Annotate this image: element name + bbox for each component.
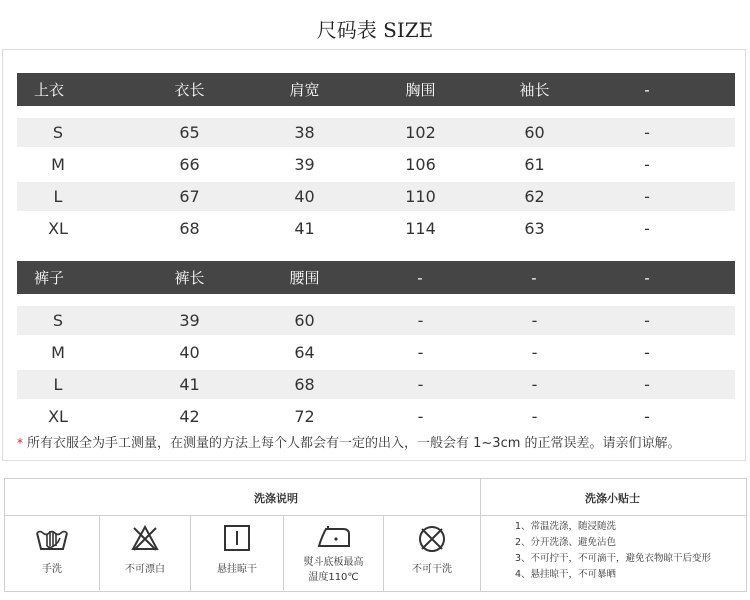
table-cell: -	[644, 407, 650, 426]
table-cell: 102	[405, 123, 436, 142]
table-cell: 41	[179, 375, 200, 394]
care-symbol	[191, 516, 284, 591]
table-cell: -	[644, 219, 650, 238]
top-size-table	[17, 73, 735, 106]
size-label: S	[52, 123, 64, 142]
size-label: M	[51, 155, 65, 174]
bottom-size-table	[17, 261, 735, 294]
table-cell: 61	[524, 155, 545, 174]
care-divider	[480, 479, 481, 591]
table-row	[17, 118, 735, 147]
table-cell: 39	[179, 311, 200, 330]
table-cell: 38	[294, 123, 315, 142]
header-cell: 胸围	[405, 81, 436, 99]
table-row	[17, 306, 735, 335]
header-cell: -	[531, 268, 537, 287]
table-cell: 60	[524, 123, 545, 142]
care-tip: 3、不可拧干，不可滴干，避免衣物晾干后变形	[515, 553, 712, 564]
care-symbol	[284, 516, 384, 591]
size-label: M	[51, 343, 65, 362]
care-tip: 4、悬挂晾干，不可暴晒	[515, 569, 617, 580]
table-cell: 65	[179, 123, 200, 142]
care-tips-list	[515, 519, 711, 583]
table-cell: 62	[524, 187, 545, 206]
table-header	[17, 261, 735, 294]
no-bleach-icon	[130, 524, 160, 556]
table-cell: 42	[179, 407, 200, 426]
care-symbol-label: 手洗	[42, 564, 62, 575]
note-text: 所有衣服全为手工测量，在测量的方法上每个人都会有一定的出入，一般会有 1~3cm 的正常误差。请亲们谅解。	[27, 436, 681, 451]
table-cell: 64	[294, 343, 315, 362]
table-cell: -	[644, 155, 650, 174]
header-cell: 上衣	[34, 81, 65, 99]
size-label: XL	[48, 219, 68, 238]
table-cell: -	[531, 407, 538, 426]
table-header	[17, 73, 735, 106]
header-cell: 裤长	[174, 269, 205, 287]
table-cell: -	[417, 375, 424, 394]
table-cell: 68	[294, 375, 315, 394]
table-cell: 60	[294, 311, 315, 330]
care-symbol	[384, 516, 480, 591]
table-row	[17, 182, 735, 211]
table-row	[17, 402, 735, 431]
care-symbol-label: 不可干洗	[412, 564, 452, 575]
table-cell: -	[417, 311, 424, 330]
size-chart-panel	[2, 49, 746, 461]
care-tip: 2、分开洗涤、避免沾色	[515, 537, 617, 548]
header-cell: -	[644, 80, 650, 99]
table-cell: 106	[405, 155, 436, 174]
table-cell: 110	[405, 187, 436, 206]
table-cell: -	[644, 343, 650, 362]
no-dry-clean-icon	[417, 524, 447, 558]
table-cell: 72	[294, 407, 315, 426]
hang-dry-icon	[223, 524, 251, 556]
table-cell: 66	[179, 155, 200, 174]
table-cell: 67	[179, 187, 200, 206]
table-cell: 63	[524, 219, 545, 238]
care-symbol	[5, 516, 100, 591]
table-cell: -	[417, 343, 424, 362]
size-label: L	[53, 375, 63, 394]
size-label: S	[52, 311, 64, 330]
size-label: L	[53, 187, 63, 206]
washing-title: 洗涤说明	[254, 492, 298, 505]
note-star: *	[17, 436, 23, 450]
measurement-note	[17, 432, 681, 451]
table-cell: -	[644, 123, 650, 142]
table-cell: 68	[179, 219, 200, 238]
header-cell: 肩宽	[289, 81, 320, 99]
table-cell: 40	[179, 343, 200, 362]
table-cell: 41	[294, 219, 315, 238]
header-cell: 腰围	[289, 269, 320, 287]
header-cell: -	[417, 268, 423, 287]
size-label: XL	[48, 407, 68, 426]
care-symbol-label: 悬挂晾干	[217, 564, 257, 575]
care-symbol-label: 熨斗底板最高	[303, 557, 364, 568]
header-cell: 袖长	[519, 81, 550, 99]
table-cell: 39	[294, 155, 315, 174]
table-row	[17, 338, 735, 367]
tips-title: 洗涤小贴士	[585, 492, 640, 505]
header-cell: 裤子	[34, 269, 65, 287]
table-cell: 114	[405, 219, 436, 238]
table-cell: -	[644, 187, 650, 206]
table-cell: -	[531, 375, 538, 394]
iron-icon	[316, 524, 352, 554]
header-cell: 衣长	[174, 81, 205, 99]
table-cell: -	[417, 407, 424, 426]
hand-wash-icon	[34, 524, 70, 558]
page-title: 尺码表 SIZE	[316, 18, 434, 42]
care-tip: 1、常温洗涤，随浸随洗	[515, 521, 617, 532]
table-cell: -	[644, 311, 650, 330]
care-symbol-label: 温度110℃	[308, 572, 359, 583]
table-cell: -	[531, 311, 538, 330]
care-symbol	[100, 516, 191, 591]
table-row	[17, 150, 735, 179]
table-cell: -	[644, 375, 650, 394]
header-cell: -	[644, 268, 650, 287]
care-symbol-label: 不可漂白	[125, 564, 165, 575]
care-instructions	[4, 478, 747, 592]
table-cell: -	[531, 343, 538, 362]
table-row	[17, 214, 735, 243]
table-cell: 40	[294, 187, 315, 206]
table-row	[17, 370, 735, 399]
